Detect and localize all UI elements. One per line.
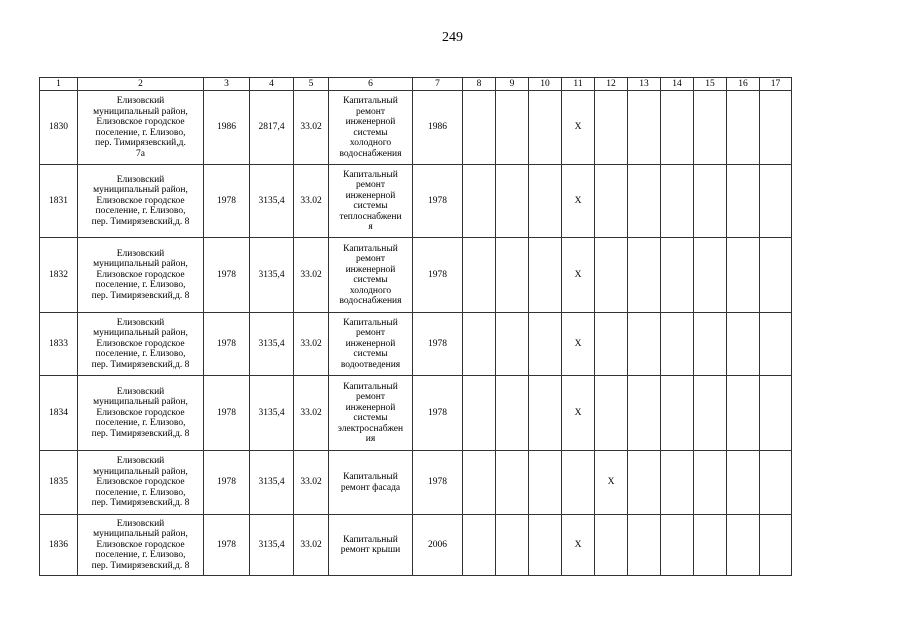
column-header: 6 (329, 78, 413, 91)
column-header: 10 (529, 78, 562, 91)
mark-cell-12: Х (595, 451, 628, 515)
mark-cell-14 (661, 165, 694, 238)
mark-cell-13 (628, 451, 661, 515)
table-row (40, 376, 792, 451)
table-row (40, 238, 792, 313)
mark-cell-12 (595, 91, 628, 165)
code-cell: 33.02 (294, 515, 329, 576)
mark-cell-8 (463, 238, 496, 313)
mark-cell-17 (760, 515, 792, 576)
mark-cell-14 (661, 451, 694, 515)
year-done-cell: 1978 (413, 376, 463, 451)
column-header: 1 (40, 78, 78, 91)
work-type-cell: Капитальный ремонт инженерной системы теплоснабжени я (329, 165, 413, 238)
column-header: 15 (694, 78, 727, 91)
row-number: 1830 (40, 91, 78, 165)
code-cell: 33.02 (294, 165, 329, 238)
column-header: 11 (562, 78, 595, 91)
column-header: 14 (661, 78, 694, 91)
mark-cell-17 (760, 238, 792, 313)
mark-cell-13 (628, 238, 661, 313)
work-type-cell: Капитальный ремонт инженерной системы электроснабжен ия (329, 376, 413, 451)
mark-cell-10 (529, 313, 562, 376)
mark-cell-12 (595, 238, 628, 313)
mark-cell-8 (463, 313, 496, 376)
year-cell: 1986 (204, 91, 250, 165)
table-row (40, 313, 792, 376)
year-cell: 1978 (204, 376, 250, 451)
mark-cell-15 (694, 376, 727, 451)
mark-cell-11: Х (562, 91, 595, 165)
code-cell: 33.02 (294, 238, 329, 313)
code-cell: 33.02 (294, 376, 329, 451)
address-cell: Елизовский муниципальный район, Елизовское городское поселение, г. Елизово, пер. Тимирязевский,д. 8 (78, 376, 204, 451)
mark-cell-8 (463, 451, 496, 515)
mark-cell-14 (661, 91, 694, 165)
year-cell: 1978 (204, 451, 250, 515)
column-header: 12 (595, 78, 628, 91)
mark-cell-15 (694, 313, 727, 376)
year-cell: 1978 (204, 165, 250, 238)
mark-cell-9 (496, 165, 529, 238)
mark-cell-9 (496, 238, 529, 313)
mark-cell-12 (595, 313, 628, 376)
address-cell: Елизовский муниципальный район, Елизовское городское поселение, г. Елизово, пер. Тимирязевский,д. 8 (78, 451, 204, 515)
work-type-cell: Капитальный ремонт фасада (329, 451, 413, 515)
column-header: 3 (204, 78, 250, 91)
year-done-cell: 1986 (413, 91, 463, 165)
mark-cell-17 (760, 451, 792, 515)
mark-cell-8 (463, 91, 496, 165)
mark-cell-15 (694, 165, 727, 238)
mark-cell-16 (727, 238, 760, 313)
mark-cell-16 (727, 165, 760, 238)
area-cell: 3135,4 (250, 376, 294, 451)
column-header: 16 (727, 78, 760, 91)
row-number: 1834 (40, 376, 78, 451)
column-header: 5 (294, 78, 329, 91)
mark-cell-8 (463, 376, 496, 451)
column-header: 13 (628, 78, 661, 91)
year-cell: 1978 (204, 313, 250, 376)
mark-cell-13 (628, 91, 661, 165)
area-cell: 3135,4 (250, 238, 294, 313)
mark-cell-10 (529, 91, 562, 165)
area-cell: 3135,4 (250, 313, 294, 376)
address-cell: Елизовский муниципальный район, Елизовское городское поселение, г. Елизово, пер. Тимирязевский,д. 8 (78, 515, 204, 576)
row-number: 1832 (40, 238, 78, 313)
mark-cell-14 (661, 238, 694, 313)
mark-cell-9 (496, 451, 529, 515)
mark-cell-16 (727, 376, 760, 451)
mark-cell-16 (727, 451, 760, 515)
year-done-cell: 2006 (413, 515, 463, 576)
mark-cell-10 (529, 165, 562, 238)
address-cell: Елизовский муниципальный район, Елизовское городское поселение, г. Елизово, пер. Тимирязевский,д. 8 (78, 165, 204, 238)
column-header: 8 (463, 78, 496, 91)
mark-cell-8 (463, 515, 496, 576)
area-cell: 2817,4 (250, 91, 294, 165)
mark-cell-15 (694, 91, 727, 165)
mark-cell-15 (694, 238, 727, 313)
code-cell: 33.02 (294, 313, 329, 376)
page-number: 249 (442, 30, 463, 45)
mark-cell-15 (694, 515, 727, 576)
mark-cell-13 (628, 313, 661, 376)
table-row (40, 91, 792, 165)
year-cell: 1978 (204, 515, 250, 576)
mark-cell-10 (529, 451, 562, 515)
address-cell: Елизовский муниципальный район, Елизовское городское поселение, г. Елизово, пер. Тимирязевский,д. 8 (78, 313, 204, 376)
mark-cell-11: Х (562, 313, 595, 376)
table-row (40, 451, 792, 515)
area-cell: 3135,4 (250, 515, 294, 576)
code-cell: 33.02 (294, 91, 329, 165)
row-number: 1831 (40, 165, 78, 238)
column-header: 7 (413, 78, 463, 91)
year-cell: 1978 (204, 238, 250, 313)
year-done-cell: 1978 (413, 313, 463, 376)
year-done-cell: 1978 (413, 165, 463, 238)
mark-cell-13 (628, 376, 661, 451)
mark-cell-10 (529, 376, 562, 451)
code-cell: 33.02 (294, 451, 329, 515)
header-row (40, 78, 792, 91)
work-type-cell: Капитальный ремонт инженерной системы водоотведения (329, 313, 413, 376)
mark-cell-17 (760, 165, 792, 238)
mark-cell-12 (595, 515, 628, 576)
mark-cell-10 (529, 238, 562, 313)
row-number: 1835 (40, 451, 78, 515)
column-header: 2 (78, 78, 204, 91)
mark-cell-9 (496, 91, 529, 165)
area-cell: 3135,4 (250, 451, 294, 515)
mark-cell-17 (760, 376, 792, 451)
area-cell: 3135,4 (250, 165, 294, 238)
mark-cell-13 (628, 515, 661, 576)
data-table (39, 77, 792, 576)
mark-cell-16 (727, 91, 760, 165)
mark-cell-15 (694, 451, 727, 515)
mark-cell-9 (496, 515, 529, 576)
mark-cell-11: Х (562, 376, 595, 451)
mark-cell-12 (595, 165, 628, 238)
mark-cell-14 (661, 515, 694, 576)
mark-cell-17 (760, 91, 792, 165)
mark-cell-11: Х (562, 515, 595, 576)
column-header: 4 (250, 78, 294, 91)
mark-cell-11: Х (562, 165, 595, 238)
year-done-cell: 1978 (413, 451, 463, 515)
work-type-cell: Капитальный ремонт инженерной системы холодного водоснабжения (329, 91, 413, 165)
work-type-cell: Капитальный ремонт инженерной системы холодного водоснабжения (329, 238, 413, 313)
column-header: 17 (760, 78, 792, 91)
table-row (40, 165, 792, 238)
mark-cell-10 (529, 515, 562, 576)
mark-cell-9 (496, 376, 529, 451)
mark-cell-11 (562, 451, 595, 515)
mark-cell-12 (595, 376, 628, 451)
mark-cell-16 (727, 313, 760, 376)
mark-cell-14 (661, 313, 694, 376)
mark-cell-9 (496, 313, 529, 376)
row-number: 1833 (40, 313, 78, 376)
mark-cell-8 (463, 165, 496, 238)
mark-cell-16 (727, 515, 760, 576)
address-cell: Елизовский муниципальный район, Елизовское городское поселение, г. Елизово, пер. Тимирязевский,д. 7а (78, 91, 204, 165)
table-row (40, 515, 792, 576)
mark-cell-13 (628, 165, 661, 238)
column-header: 9 (496, 78, 529, 91)
address-cell: Елизовский муниципальный район, Елизовское городское поселение, г. Елизово, пер. Тимирязевский,д. 8 (78, 238, 204, 313)
mark-cell-11: Х (562, 238, 595, 313)
mark-cell-14 (661, 376, 694, 451)
work-type-cell: Капитальный ремонт крыши (329, 515, 413, 576)
mark-cell-17 (760, 313, 792, 376)
year-done-cell: 1978 (413, 238, 463, 313)
row-number: 1836 (40, 515, 78, 576)
